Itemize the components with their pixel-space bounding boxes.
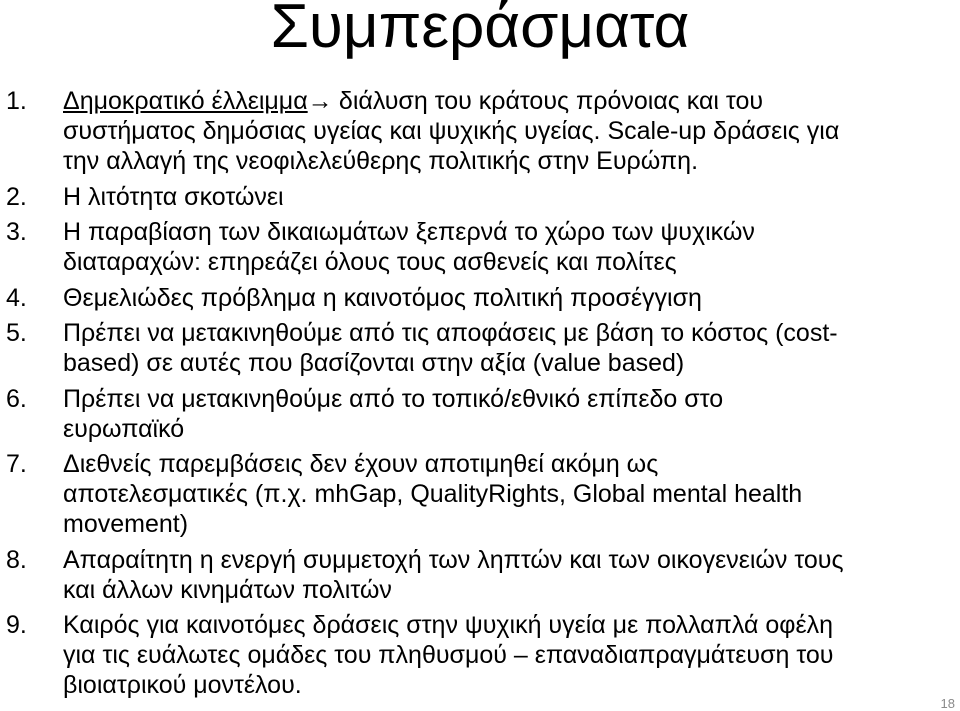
item-line: την αλλαγή της νεοφιλελεύθερης πολιτικής στην Ευρώπη. <box>63 147 699 175</box>
item-text <box>63 182 284 212</box>
item-line: movement) <box>63 510 189 538</box>
conclusion-item-2 <box>6 182 956 212</box>
item-text <box>63 318 838 378</box>
item-line: Διεθνείς παρεμβάσεις δεν έχουν αποτιμηθεί ακόμη ως <box>63 450 659 478</box>
page-number: 18 <box>940 696 955 711</box>
item-line <box>63 86 839 116</box>
conclusion-item-9 <box>6 610 956 700</box>
item-line: για τις ευάλωτες ομάδες του πληθυσμού – επαναδιαπραγμάτευση του <box>63 641 834 669</box>
item-text <box>63 217 755 277</box>
conclusion-item-5 <box>6 318 956 378</box>
item-number: 8. <box>6 545 27 574</box>
item-text <box>63 86 839 176</box>
conclusion-item-1 <box>6 86 956 176</box>
item-text <box>63 449 802 539</box>
item-line: Θεμελιώδες πρόβλημα η καινοτόμος πολιτική προσέγγιση <box>63 283 702 312</box>
item-line: Η λιτότητα σκοτώνει <box>63 182 284 211</box>
item-text <box>63 545 844 605</box>
item-number: 6. <box>6 384 27 413</box>
underlined-lead-text: Δημοκρατικό έλλειμμα <box>63 87 308 115</box>
item-line: διαταραχών: επηρεάζει όλους τους ασθενείς και πολίτες <box>63 248 677 276</box>
item-line: αποτελεσματικές (π.χ. mhGap, QualityRights, Global mental health <box>63 480 803 508</box>
item-line: συστήματος δημόσιας υγείας και ψυχικής υγείας. Scale-up δράσεις για <box>63 117 840 145</box>
conclusions-list <box>6 86 956 700</box>
item-text <box>63 283 702 313</box>
item-line: Πρέπει να μετακινηθούμε από το τοπικό/εθνικό επίπεδο στο <box>63 384 724 413</box>
item-line: ευρωπαϊκό <box>63 414 185 443</box>
item-line: Καιρός για καινοτόμες δράσεις στην ψυχική υγεία με πολλαπλά οφέλη <box>63 611 834 639</box>
item-number: 4. <box>6 283 27 312</box>
slide-title: Συμπεράσματα <box>270 0 690 61</box>
conclusion-item-3 <box>6 217 956 277</box>
conclusion-item-4 <box>6 283 956 313</box>
item-line-text: διάλυση του κράτους πρόνοιας και του <box>338 87 764 115</box>
item-text <box>63 610 833 700</box>
item-line: και άλλων κινημάτων πολιτών <box>63 575 392 604</box>
item-number: 3. <box>6 218 27 246</box>
item-number: 9. <box>6 611 27 639</box>
item-line: Απαραίτητη η ενεργή συμμετοχή των ληπτών και των οικογενειών τους <box>63 545 844 574</box>
conclusion-item-8 <box>6 545 956 605</box>
item-number: 5. <box>6 319 27 347</box>
item-line: based) σε αυτές που βασίζονται στην αξία (value based) <box>63 349 685 377</box>
item-number: 7. <box>6 450 27 478</box>
item-line: Πρέπει να μετακινηθούμε από τις αποφάσεις με βάση το κόστος (cost- <box>63 319 838 347</box>
conclusion-item-6 <box>6 384 956 444</box>
item-line: Η παραβίαση των δικαιωμάτων ξεπερνά το χώρο των ψυχικών <box>63 218 755 246</box>
right-arrow-icon: → <box>307 87 333 115</box>
item-number: 1. <box>6 87 27 115</box>
item-number: 2. <box>6 182 27 211</box>
item-text <box>63 384 723 444</box>
conclusion-item-7 <box>6 449 956 539</box>
item-line: βιοιατρικού μοντέλου. <box>63 671 302 699</box>
